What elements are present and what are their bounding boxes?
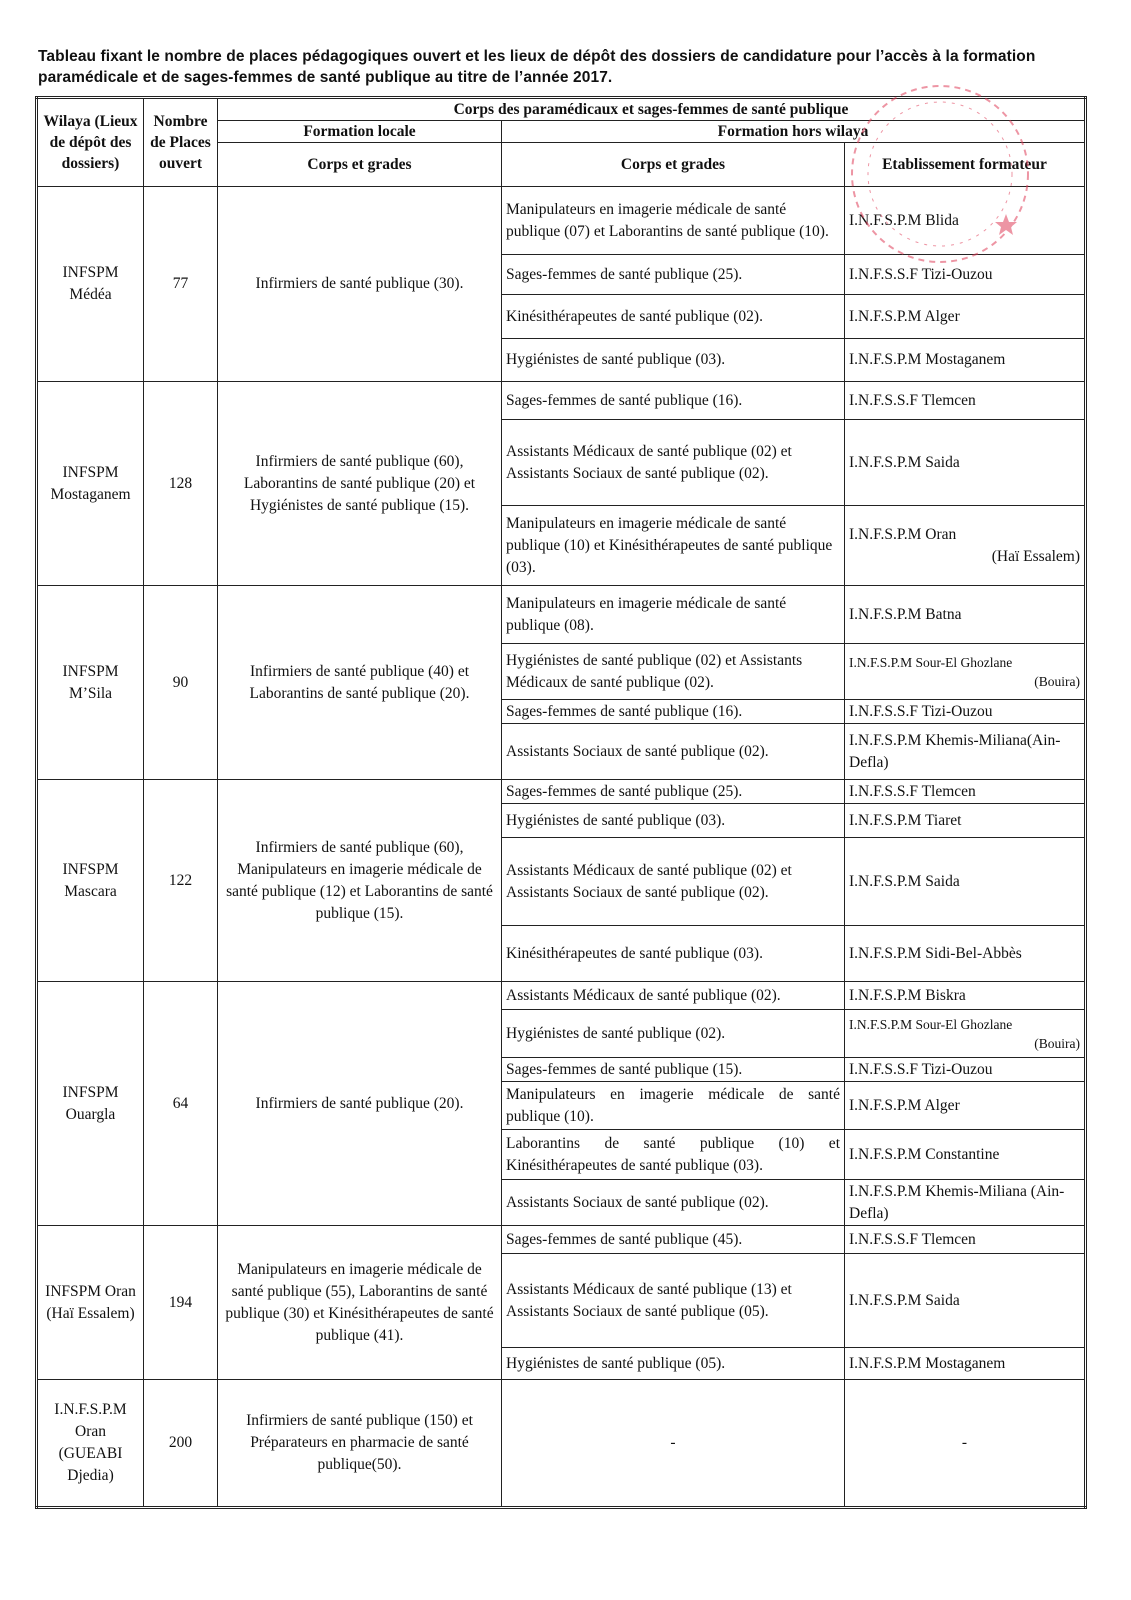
locale-cell: Infirmiers de santé publique (40) et Laborantins de santé publique (20). bbox=[218, 586, 502, 780]
table-row bbox=[37, 1226, 1086, 1254]
wilaya-cell: I.N.F.S.P.M Oran (GUEABI Djedia) bbox=[37, 1380, 144, 1508]
hors-corps-cell: Assistants Médicaux de santé publique (02) et Assistants Sociaux de santé publique (02). bbox=[502, 838, 845, 926]
locale-cell: Infirmiers de santé publique (20). bbox=[218, 982, 502, 1226]
etablissement-cell: I.N.F.S.S.F Tizi-Ouzou bbox=[845, 700, 1086, 724]
hors-corps-cell: Sages-femmes de santé publique (25). bbox=[502, 780, 845, 804]
hors-corps-cell: Kinésithérapeutes de santé publique (02). bbox=[502, 295, 845, 339]
hors-corps-cell: Assistants Médicaux de santé publique (02) et Assistants Sociaux de santé publique (02). bbox=[502, 420, 845, 506]
header-wilaya: Wilaya (Lieux de dépôt des dossiers) bbox=[37, 98, 144, 187]
etablissement-cell: I.N.F.S.P.M Tiaret bbox=[845, 804, 1086, 838]
hors-corps-cell: - bbox=[502, 1380, 845, 1508]
header-corps-grades-hors: Corps et grades bbox=[502, 143, 845, 187]
etablissement-location: (Bouira) bbox=[1034, 1035, 1080, 1051]
places-table-container bbox=[35, 96, 1084, 1509]
etablissement-cell: - bbox=[845, 1380, 1086, 1508]
etablissement-cell: I.N.F.S.P.M Alger bbox=[845, 295, 1086, 339]
hors-corps-cell: Manipulateurs en imagerie médicale de santé publique (10) et Kinésithérapeutes de santé publique (03). bbox=[502, 506, 845, 586]
hors-corps-cell: Sages-femmes de santé publique (25). bbox=[502, 255, 845, 295]
etablissement-name: I.N.F.S.P.M Oran bbox=[849, 525, 957, 543]
places-cell: 122 bbox=[144, 780, 218, 982]
table-row bbox=[37, 780, 1086, 804]
etablissement-cell: I.N.F.S.P.M Constantine bbox=[845, 1130, 1086, 1180]
etablissement-cell: I.N.F.S.P.M Blida bbox=[845, 187, 1086, 255]
hors-corps-cell: Assistants Médicaux de santé publique (13) et Assistants Sociaux de santé publique (05). bbox=[502, 1254, 845, 1348]
wilaya-cell: INFSPM Médéa bbox=[37, 187, 144, 382]
header-corps-grades-locale: Corps et grades bbox=[218, 143, 502, 187]
etablissement-cell: I.N.F.S.P.M Biskra bbox=[845, 982, 1086, 1010]
etablissement-cell: I.N.F.S.P.M Saida bbox=[845, 1254, 1086, 1348]
hors-corps-cell: Hygiénistes de santé publique (05). bbox=[502, 1348, 845, 1380]
places-cell: 128 bbox=[144, 382, 218, 586]
locale-cell: Infirmiers de santé publique (150) et Préparateurs en pharmacie de santé publique(50). bbox=[218, 1380, 502, 1508]
wilaya-cell: INFSPM Oran (Haï Essalem) bbox=[37, 1226, 144, 1380]
hors-corps-cell: Assistants Médicaux de santé publique (02). bbox=[502, 982, 845, 1010]
table-row bbox=[37, 187, 1086, 255]
table-row bbox=[37, 982, 1086, 1010]
etablissement-cell bbox=[845, 1010, 1086, 1058]
places-cell: 194 bbox=[144, 1226, 218, 1380]
header-formation-hors: Formation hors wilaya bbox=[502, 121, 1086, 143]
header-formation-locale: Formation locale bbox=[218, 121, 502, 143]
places-table bbox=[35, 96, 1087, 1509]
hors-corps-cell: Sages-femmes de santé publique (16). bbox=[502, 382, 845, 420]
wilaya-cell: INFSPM Mostaganem bbox=[37, 382, 144, 586]
locale-cell: Infirmiers de santé publique (60), Manipulateurs en imagerie médicale de santé publique (12) et Laborantins de santé publique (15). bbox=[218, 780, 502, 982]
hors-corps-cell: Hygiénistes de santé publique (03). bbox=[502, 804, 845, 838]
etablissement-cell: I.N.F.S.P.M Khemis-Miliana (Ain-Defla) bbox=[845, 1180, 1086, 1226]
hors-corps-cell: Sages-femmes de santé publique (16). bbox=[502, 700, 845, 724]
header-etablissement: Etablissement formateur bbox=[845, 143, 1086, 187]
etablissement-cell: I.N.F.S.S.F Tlemcen bbox=[845, 382, 1086, 420]
hors-corps-cell: Assistants Sociaux de santé publique (02). bbox=[502, 1180, 845, 1226]
etablissement-cell: I.N.F.S.P.M Mostaganem bbox=[845, 339, 1086, 382]
header-corps-group: Corps des paramédicaux et sages-femmes de santé publique bbox=[218, 98, 1086, 121]
etablissement-cell: I.N.F.S.P.M Khemis-Miliana(Ain-Defla) bbox=[845, 724, 1086, 780]
hors-corps-cell: Manipulateurs en imagerie médicale de santé publique (10). bbox=[502, 1082, 845, 1130]
etablissement-cell: I.N.F.S.P.M Saida bbox=[845, 420, 1086, 506]
places-cell: 64 bbox=[144, 982, 218, 1226]
etablissement-cell: I.N.F.S.S.F Tizi-Ouzou bbox=[845, 255, 1086, 295]
etablissement-cell: I.N.F.S.P.M Batna bbox=[845, 586, 1086, 644]
etablissement-location: (Bouira) bbox=[1034, 673, 1080, 689]
hors-corps-cell: Manipulateurs en imagerie médicale de santé publique (07) et Laborantins de santé publique (10). bbox=[502, 187, 845, 255]
hors-corps-cell: Hygiénistes de santé publique (02) et Assistants Médicaux de santé publique (02). bbox=[502, 644, 845, 700]
places-cell: 77 bbox=[144, 187, 218, 382]
etablissement-cell: I.N.F.S.S.F Tlemcen bbox=[845, 780, 1086, 804]
hors-corps-cell: Assistants Sociaux de santé publique (02). bbox=[502, 724, 845, 780]
etablissement-cell: I.N.F.S.P.M Mostaganem bbox=[845, 1348, 1086, 1380]
table-row bbox=[37, 1380, 1086, 1508]
etablissement-name: I.N.F.S.P.M Sour-El Ghozlane bbox=[849, 654, 1013, 670]
hors-corps-cell: Sages-femmes de santé publique (15). bbox=[502, 1058, 845, 1082]
locale-cell: Infirmiers de santé publique (60), Laborantins de santé publique (20) et Hygiénistes de santé publique (15). bbox=[218, 382, 502, 586]
hors-corps-cell: Laborantins de santé publique (10) et Kinésithérapeutes de santé publique (03). bbox=[502, 1130, 845, 1180]
etablissement-cell: I.N.F.S.P.M Saida bbox=[845, 838, 1086, 926]
etablissement-location: (Haï Essalem) bbox=[991, 547, 1080, 565]
etablissement-cell bbox=[845, 644, 1086, 700]
etablissement-cell bbox=[845, 506, 1086, 586]
etablissement-cell: I.N.F.S.P.M Sidi-Bel-Abbès bbox=[845, 926, 1086, 982]
etablissement-name: I.N.F.S.P.M Sour-El Ghozlane bbox=[849, 1016, 1013, 1032]
header-places: Nombre de Places ouvert bbox=[144, 98, 218, 187]
etablissement-cell: I.N.F.S.P.M Alger bbox=[845, 1082, 1086, 1130]
wilaya-cell: INFSPM Ouargla bbox=[37, 982, 144, 1226]
places-cell: 200 bbox=[144, 1380, 218, 1508]
locale-cell: Manipulateurs en imagerie médicale de santé publique (55), Laborantins de santé publique (30) et Kinésithérapeutes de santé publique (41). bbox=[218, 1226, 502, 1380]
wilaya-cell: INFSPM Mascara bbox=[37, 780, 144, 982]
etablissement-cell: I.N.F.S.S.F Tlemcen bbox=[845, 1226, 1086, 1254]
hors-corps-cell: Kinésithérapeutes de santé publique (03). bbox=[502, 926, 845, 982]
hors-corps-cell: Sages-femmes de santé publique (45). bbox=[502, 1226, 845, 1254]
hors-corps-cell: Manipulateurs en imagerie médicale de santé publique (08). bbox=[502, 586, 845, 644]
table-row bbox=[37, 382, 1086, 420]
places-cell: 90 bbox=[144, 586, 218, 780]
locale-cell: Infirmiers de santé publique (30). bbox=[218, 187, 502, 382]
document-title: Tableau fixant le nombre de places pédagogiques ouvert et les lieux de dépôt des dossiers de candidature pour l’accès à la formation paramédicale et de sages-femmes de santé publique au titre de l’année 2017. bbox=[38, 48, 1036, 86]
table-row bbox=[37, 586, 1086, 644]
hors-corps-cell: Hygiénistes de santé publique (02). bbox=[502, 1010, 845, 1058]
wilaya-cell: INFSPM M’Sila bbox=[37, 586, 144, 780]
etablissement-cell: I.N.F.S.S.F Tizi-Ouzou bbox=[845, 1058, 1086, 1082]
hors-corps-cell: Hygiénistes de santé publique (03). bbox=[502, 339, 845, 382]
